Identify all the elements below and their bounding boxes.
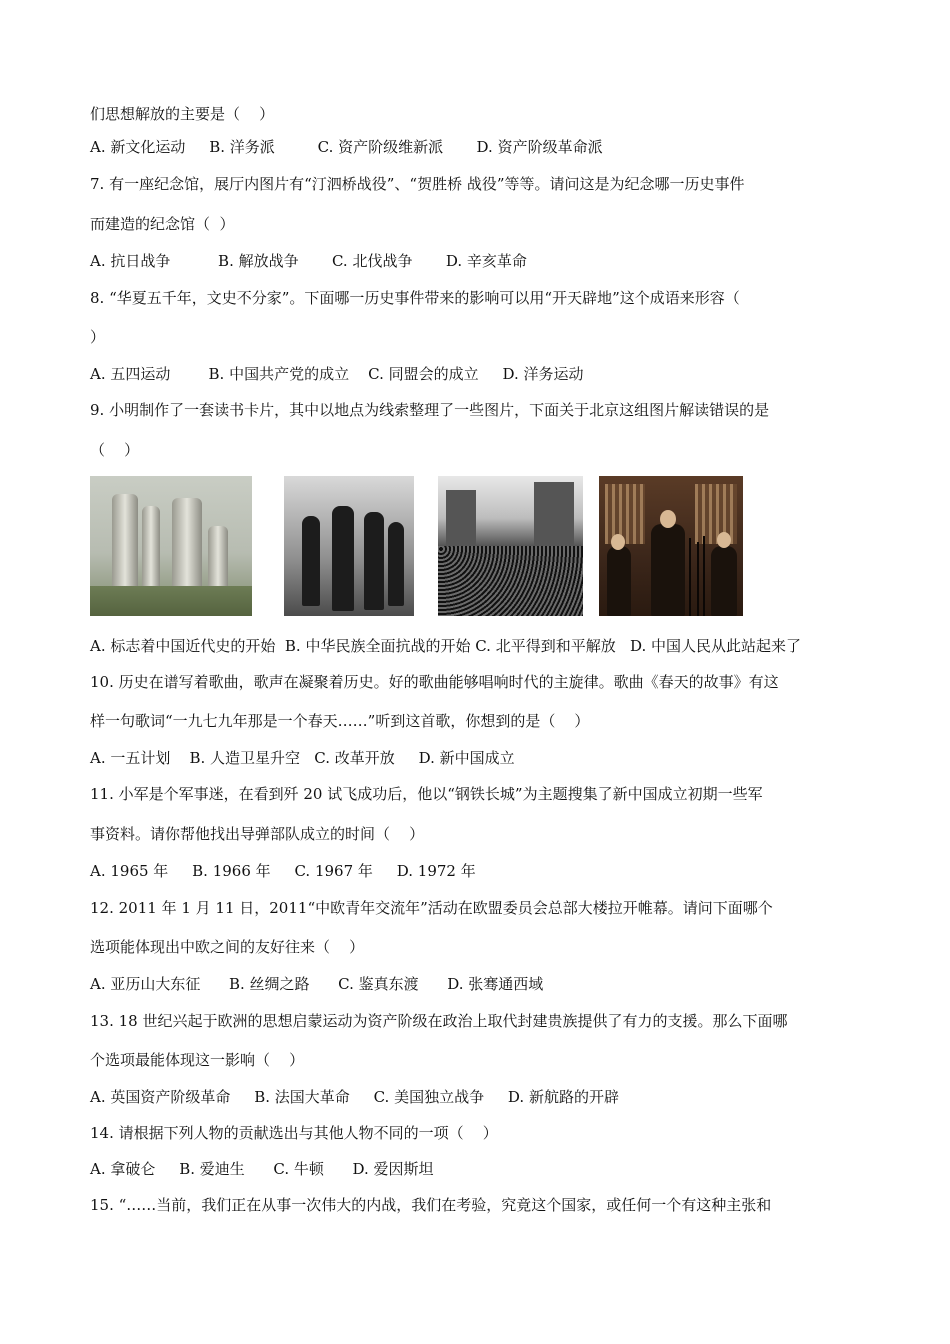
founding-ceremony-photo: [599, 476, 743, 616]
q15-stem-line1: 15. “……当前，我们正在从事一次伟大的内战，我们在考验，究竟这个国家，或任何一个有这种主张和: [90, 1196, 772, 1214]
bridge-incident-photo: [284, 476, 414, 616]
q11-stem-line1: 11. 小军是个军事迷，在看到歼 20 试飞成功后，他以“钢铁长城”为主题搜集了新中国成立初期一些军: [90, 785, 763, 803]
q12-options: A. 亚历山大东征 B. 丝绸之路 C. 鉴真东渡 D. 张骞通西域: [90, 975, 544, 993]
q13-stem-line2: 个选项最能体现这一影响（ ）: [90, 1051, 305, 1069]
q7-options: A. 抗日战争 B. 解放战争 C. 北伐战争 D. 辛亥革命: [90, 252, 527, 270]
q13-options: A. 英国资产阶级革命 B. 法国大革命 C. 美国独立战争 D. 新航路的开辟: [90, 1088, 619, 1106]
q9-stem-line2: （ ）: [90, 441, 140, 459]
q6-options: A. 新文化运动 B. 洋务派 C. 资产阶级维新派 D. 资产阶级革命派: [90, 138, 603, 156]
q9-options: A. 标志着中国近代史的开始 B. 中华民族全面抗战的开始 C. 北平得到和平解放 D. 中国人民从此站起来了: [90, 637, 802, 655]
q14-options: A. 拿破仑 B. 爱迪生 C. 牛顿 D. 爱因斯坦: [90, 1160, 434, 1178]
q11-options: A. 1965 年 B. 1966 年 C. 1967 年 D. 1972 年: [90, 862, 476, 880]
q12-stem-line1: 12. 2011 年 1 月 11 日，2011“中欧青年交流年”活动在欧盟委员会总部大楼拉开帷幕。请问下面哪个: [90, 899, 773, 917]
q14-stem: 14. 请根据下列人物的贡献选出与其他人物不同的一项（ ）: [90, 1124, 498, 1142]
yuanmingyuan-ruins-photo: [90, 476, 252, 616]
peaceful-liberation-crowd-photo: [438, 476, 583, 616]
q10-stem-line1: 10. 历史在谱写着歌曲，歌声在凝聚着历史。好的歌曲能够唱响时代的主旋律。歌曲《春天的故事》有这: [90, 673, 779, 691]
q13-stem-line1: 13. 18 世纪兴起于欧洲的思想启蒙运动为资产阶级在政治上取代封建贵族提供了有力的支援。那么下面哪: [90, 1012, 788, 1030]
q11-stem-line2: 事资料。请你帮他找出导弹部队成立的时间（ ）: [90, 825, 425, 843]
q10-stem-line2: 样一句歌词“一九七九年那是一个春天……”听到这首歌，你想到的是（ ）: [90, 712, 590, 730]
q8-stem-line2: ）: [90, 328, 106, 346]
q10-options: A. 一五计划 B. 人造卫星升空 C. 改革开放 D. 新中国成立: [90, 749, 515, 767]
q7-stem-line2: 而建造的纪念馆（ ）: [90, 215, 235, 233]
q8-stem-line1: 8. “华夏五千年，文史不分家”。下面哪一历史事件带来的影响可以用“开天辟地”这个成语来形容（: [90, 289, 740, 307]
q8-options: A. 五四运动 B. 中国共产党的成立 C. 同盟会的成立 D. 洋务运动: [90, 365, 584, 383]
q7-stem-line1: 7. 有一座纪念馆，展厅内图片有“汀泗桥战役”、“贺胜桥 战役”等等。请问这是为纪念哪一历史事件: [90, 175, 745, 193]
q9-stem-line1: 9. 小明制作了一套读书卡片，其中以地点为线索整理了一些图片，下面关于北京这组图片解读错误的是: [90, 401, 770, 419]
q12-stem-line2: 选项能体现出中欧之间的友好往来（ ）: [90, 938, 365, 956]
q6-stem-end: 们思想解放的主要是（ ）: [90, 105, 275, 123]
